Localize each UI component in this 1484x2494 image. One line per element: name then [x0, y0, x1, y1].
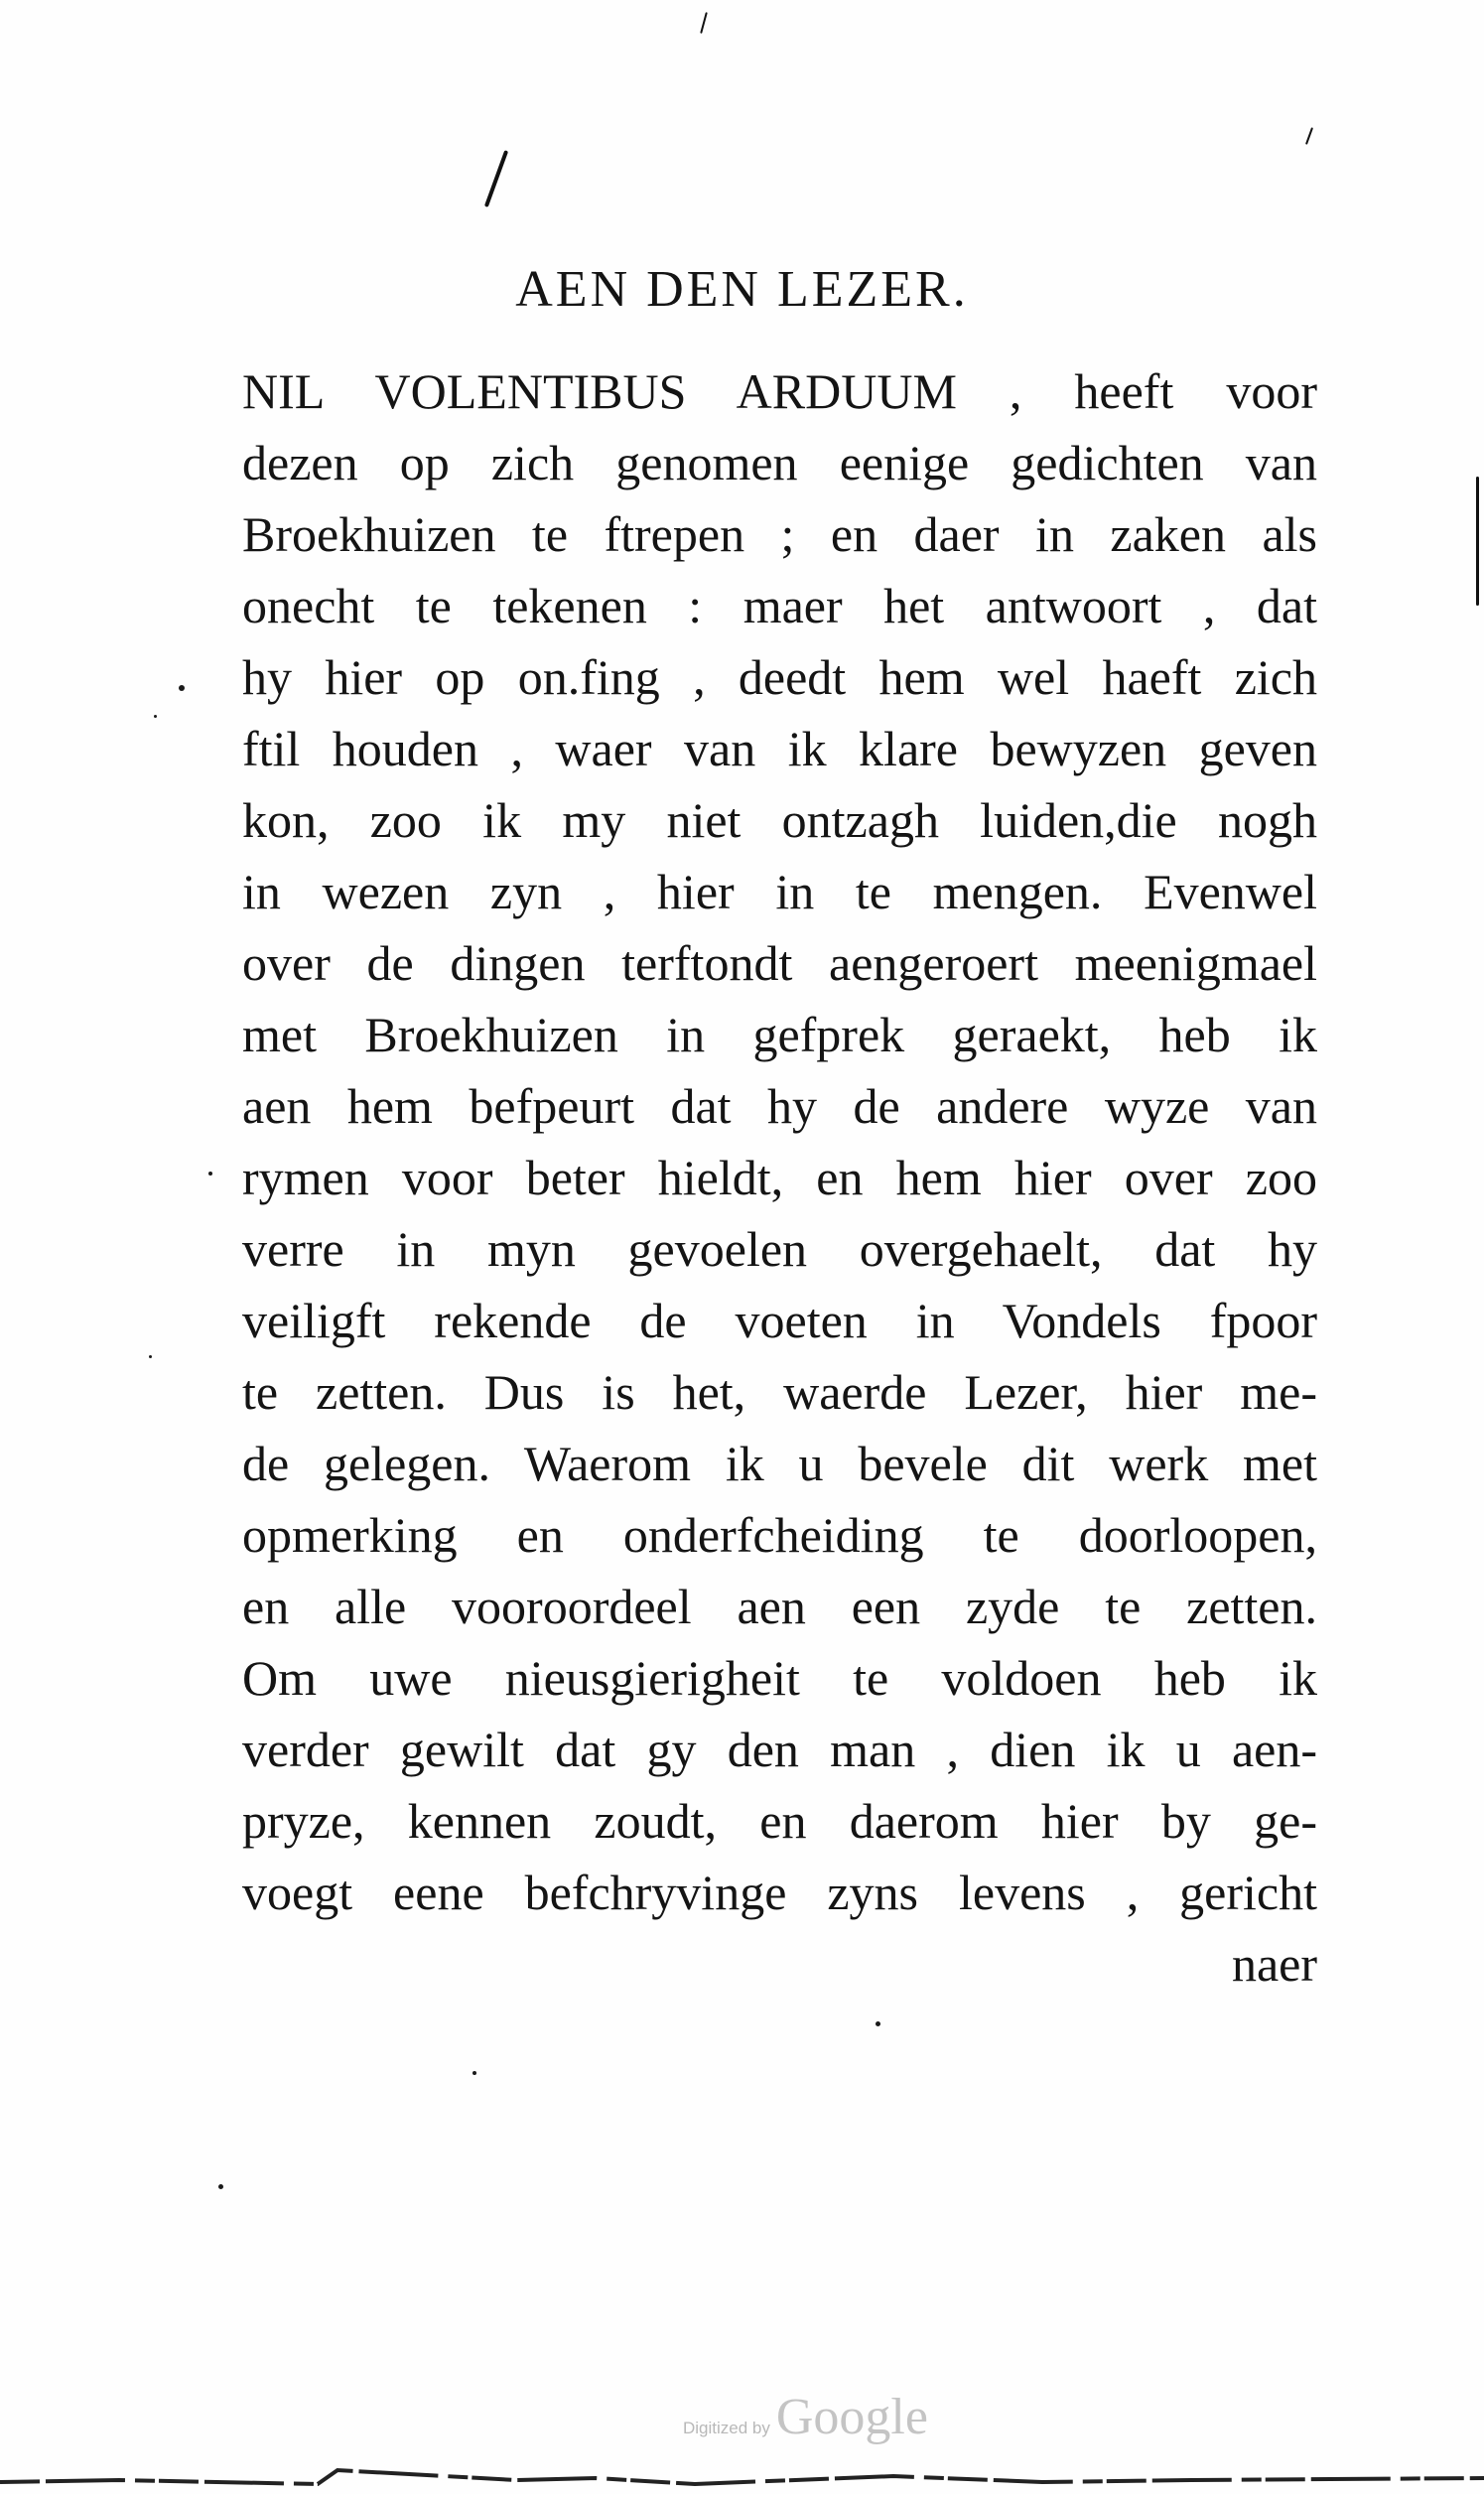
- text-line: en alle vooroordeel aen een zyde te zetten.: [242, 1579, 1317, 1634]
- scan-mark: [484, 150, 508, 208]
- text-line: over de dingen terftondt aengeroert meenigmael: [242, 935, 1317, 991]
- text-line: rymen voor beter hieldt, en hem hier over zoo: [242, 1150, 1317, 1205]
- scan-speck: [179, 685, 185, 691]
- text-line: kon, zoo ik my niet ontzagh luiden,die nogh: [242, 792, 1317, 848]
- scan-speck: [472, 2071, 476, 2075]
- scan-speck: [218, 2184, 223, 2189]
- text-line: aen hem befpeurt dat hy de andere wyze van: [242, 1078, 1317, 1134]
- scan-speck: [149, 1355, 152, 1358]
- text-line: Om uwe nieusgierigheit te voldoen heb ik: [242, 1650, 1317, 1706]
- digitized-label: Digitized by: [683, 2419, 770, 2437]
- text-line: voegt eene befchryvinge zyns levens , gericht: [242, 1865, 1317, 1920]
- text-line: in wezen zyn , hier in te mengen. Evenwel: [242, 864, 1317, 919]
- text-line: veiligft rekende de voeten in Vondels fpoor: [242, 1293, 1317, 1348]
- scan-speck: [154, 715, 157, 718]
- page-bottom-edge: [0, 2450, 1484, 2494]
- text-line: te zetten. Dus is het, waerde Lezer, hier me-: [242, 1364, 1317, 1420]
- scan-speck: [208, 1172, 212, 1176]
- page-body: [242, 355, 1317, 2000]
- text-line: NIL VOLENTIBUS ARDUUM , heeft voor: [242, 363, 1317, 419]
- text-line: dezen op zich genomen eenige gedichten van: [242, 435, 1317, 490]
- scan-speck: [876, 2021, 880, 2026]
- text-line: Broekhuizen te ftrepen ; en daer in zaken als: [242, 506, 1317, 562]
- catchword: naer: [1231, 1936, 1317, 1992]
- text-line: hy hier op on.fing , deedt hem wel haeft zich: [242, 649, 1317, 705]
- text-line: pryze, kennen zoudt, en daerom hier by ge-: [242, 1793, 1317, 1849]
- text-line: verre in myn gevoelen overgehaelt, dat hy: [242, 1221, 1317, 1277]
- page-heading: AEN DEN LEZER.: [515, 261, 969, 318]
- text-line: opmerking en onderfcheiding te doorloopen,: [242, 1507, 1317, 1563]
- text-line: onecht te tekenen : maer het antwoort , dat: [242, 578, 1317, 633]
- google-logo: Google: [775, 2389, 928, 2445]
- text-line: met Broekhuizen in gefprek geraekt, heb ik: [242, 1007, 1317, 1062]
- scan-mark: [1305, 127, 1313, 145]
- digitization-watermark: [683, 2388, 928, 2446]
- scan-mark: [700, 12, 708, 34]
- text-line: de gelegen. Waerom ik u bevele dit werk met: [242, 1436, 1317, 1491]
- scan-edge-mark: [1476, 477, 1479, 606]
- text-line: ftil houden , waer van ik klare bewyzen geven: [242, 721, 1317, 776]
- text-line: verder gewilt dat gy den man , dien ik u aen-: [242, 1722, 1317, 1777]
